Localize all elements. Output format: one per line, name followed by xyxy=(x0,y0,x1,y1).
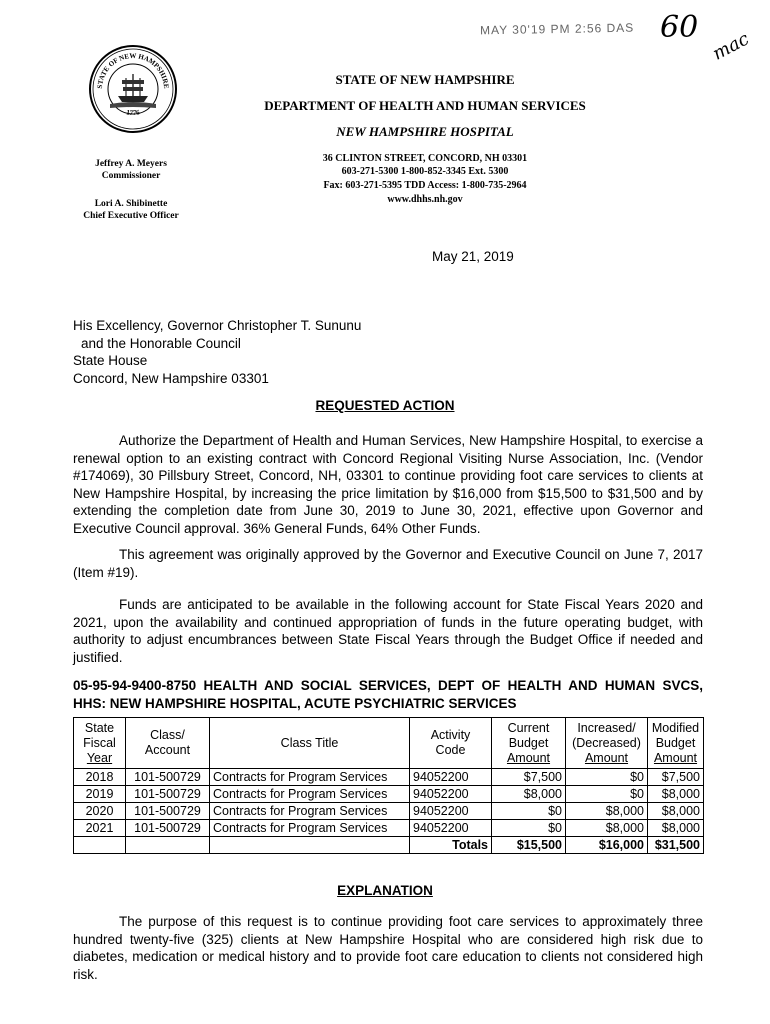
total-increase: $16,000 xyxy=(566,837,648,854)
explanation-heading: EXPLANATION xyxy=(337,883,433,898)
original-approval-paragraph: This agreement was originally approved by the Governor and Executive Council on June 7, 2017 (Item #19). xyxy=(73,547,703,580)
letter-date: May 21, 2019 xyxy=(432,249,514,264)
officer-ceo xyxy=(56,198,206,222)
recipient-block xyxy=(73,317,361,387)
table-row xyxy=(74,769,704,786)
recipient-line: Concord, New Hampshire 03301 xyxy=(73,370,269,386)
total-current: $15,500 xyxy=(492,837,566,854)
cell-title: Contracts for Program Services xyxy=(210,820,410,837)
cell-increase: $8,000 xyxy=(566,820,648,837)
cell-empty xyxy=(126,837,210,854)
funds-paragraph: Funds are anticipated to be available in the following account for State Fiscal Years 2020 and 2021, upon the availability and continued appropriation of funds in the future operating budget, with authority to adjust encumbrances between State Fiscal Years through the Budget Office if needed and justified. xyxy=(73,597,703,665)
cell-increase: $8,000 xyxy=(566,803,648,820)
cell-activity: 94052200 xyxy=(410,769,492,786)
cell-current: $7,500 xyxy=(492,769,566,786)
cell-modified: $7,500 xyxy=(648,769,704,786)
cell-activity: 94052200 xyxy=(410,803,492,820)
requested-action-heading: REQUESTED ACTION xyxy=(315,398,455,413)
seal-bottom-text: 1776 xyxy=(125,108,141,118)
totals-label: Totals xyxy=(410,837,492,854)
cell-current: $0 xyxy=(492,820,566,837)
cell-activity: 94052200 xyxy=(410,820,492,837)
letterhead-website[interactable]: www.dhhs.nh.gov xyxy=(387,194,463,205)
cell-account: 101-500729 xyxy=(126,803,210,820)
letterhead-address: 36 CLINTON STREET, CONCORD, NH 03301 xyxy=(322,153,528,164)
cell-account: 101-500729 xyxy=(126,820,210,837)
officer-commissioner xyxy=(56,158,206,182)
header-activity-code: Activity Code xyxy=(410,718,492,769)
table-header-row xyxy=(74,718,704,769)
seal-top-text: STATE OF NEW HAMPSHIRE xyxy=(95,51,171,89)
cell-empty xyxy=(74,837,126,854)
recipient-line: and the Honorable Council xyxy=(81,335,241,351)
recipient-line: State House xyxy=(73,353,148,368)
cell-modified: $8,000 xyxy=(648,820,704,837)
cell-title: Contracts for Program Services xyxy=(210,769,410,786)
officer-title: Chief Executive Officer xyxy=(83,211,179,221)
officer-name: Lori A. Shibinette xyxy=(94,199,168,209)
table-row xyxy=(74,803,704,820)
header-increase: Increased/ (Decreased) Amount xyxy=(566,718,648,769)
account-heading: 05-95-94-9400-8750 HEALTH AND SOCIAL SERVICES, DEPT OF HEALTH AND HUMAN SVCS, HHS: NEW HAMPSHIRE HOSPITAL, ACUTE PSYCHIATRIC SERVICES xyxy=(73,678,703,711)
letterhead-department: DEPARTMENT OF HEALTH AND HUMAN SERVICES xyxy=(264,98,586,113)
recipient-line: His Excellency, Governor Christopher T. Sununu xyxy=(73,318,362,333)
cell-activity: 94052200 xyxy=(410,786,492,803)
letterhead-phones: 603-271-5300 1-800-852-3345 Ext. 5300 xyxy=(341,166,509,177)
officer-title: Commissioner xyxy=(101,171,161,181)
cell-increase: $0 xyxy=(566,769,648,786)
cell-current: $8,000 xyxy=(492,786,566,803)
cell-year: 2021 xyxy=(74,820,126,837)
requested-action-paragraph: Authorize the Department of Health and Human Services, New Hampshire Hospital, to exercise a renewal option to an existing contract with Concord Regional Visiting Nurse Association, Inc. (Vendor #174069), 30 Pillsbury Street, Concord, NH, 03301 to continue providing foot care services to clients at New Hampshire Hospital, by increasing the price limitation by $16,000 from $15,500 to $31,500 and by extending the completion date from June 30, 2019 to June 30, 2021, effective upon Governor and Executive Council approval. 36% General Funds, 64% Other Funds. xyxy=(73,433,703,536)
cell-modified: $8,000 xyxy=(648,786,704,803)
cell-increase: $0 xyxy=(566,786,648,803)
header-current-budget: Current Budget Amount xyxy=(492,718,566,769)
table-row xyxy=(74,786,704,803)
cell-account: 101-500729 xyxy=(126,769,210,786)
cell-title: Contracts for Program Services xyxy=(210,786,410,803)
cell-empty xyxy=(210,837,410,854)
header-class-title: Class Title xyxy=(210,718,410,769)
header-fiscal-year: State Fiscal Year xyxy=(74,718,126,769)
officer-name: Jeffrey A. Meyers xyxy=(95,159,167,169)
cell-current: $0 xyxy=(492,803,566,820)
explanation-paragraph: The purpose of this request is to continue providing foot care services to approximately three hundred twenty-five (325) clients at New Hampshire Hospital who are considered high risk due to diabetes, medication or medical history and to provide foot care education to clients not considered high risk. xyxy=(73,914,703,982)
letterhead-fax: Fax: 603-271-5395 TDD Access: 1-800-735-2964 xyxy=(323,180,527,191)
table-row xyxy=(74,820,704,837)
cell-year: 2019 xyxy=(74,786,126,803)
header-modified-budget: Modified Budget Amount xyxy=(648,718,704,769)
letterhead-hospital: NEW HAMPSHIRE HOSPITAL xyxy=(336,124,514,139)
cell-account: 101-500729 xyxy=(126,786,210,803)
cell-title: Contracts for Program Services xyxy=(210,803,410,820)
total-modified: $31,500 xyxy=(648,837,704,854)
handwritten-initials: mac xyxy=(709,28,753,65)
handwritten-number: 60 xyxy=(660,10,699,45)
cell-year: 2020 xyxy=(74,803,126,820)
state-seal-icon xyxy=(88,44,178,134)
table-totals-row xyxy=(74,837,704,854)
cell-year: 2018 xyxy=(74,769,126,786)
budget-table xyxy=(73,717,704,854)
received-stamp: MAY 30'19 PM 2:56 DAS xyxy=(479,20,635,38)
letterhead-state: STATE OF NEW HAMPSHIRE xyxy=(335,72,515,87)
cell-modified: $8,000 xyxy=(648,803,704,820)
header-class-account: Class/ Account xyxy=(126,718,210,769)
